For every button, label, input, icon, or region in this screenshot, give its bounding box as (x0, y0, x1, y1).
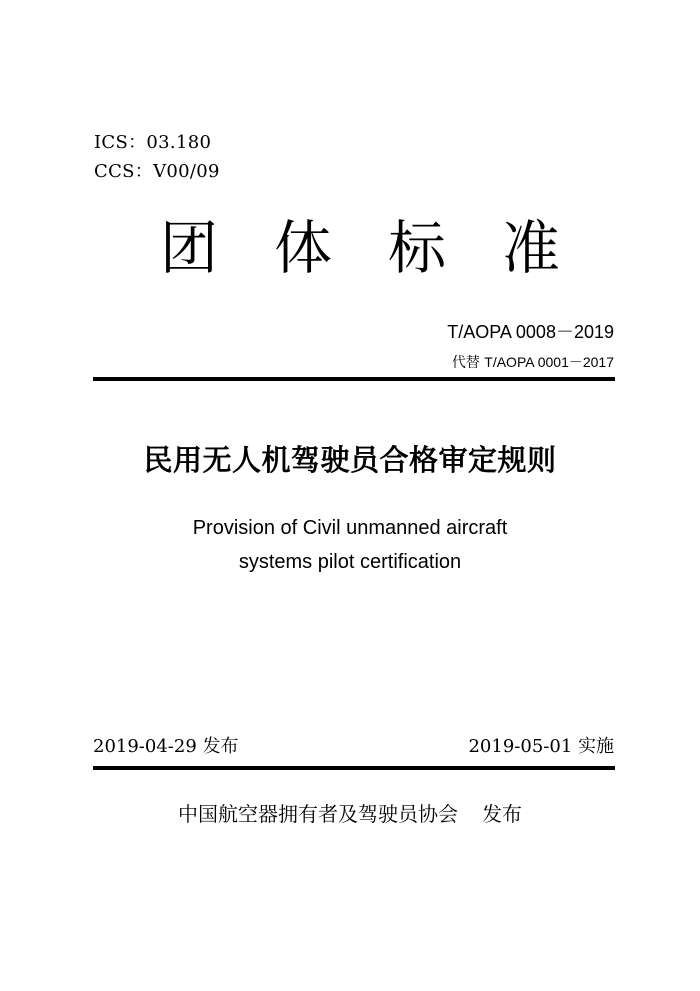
replaces-prefix: 代替 (451, 355, 485, 371)
heading-char-4: 准 (501, 214, 560, 282)
english-title (0, 511, 700, 579)
heading-char-3: 标 (387, 214, 446, 282)
heading-char-1: 团 (160, 214, 219, 282)
implementation-date: 2019-05-01 实施 (468, 736, 614, 757)
replaces-standard (452, 352, 614, 373)
issue-date: 2019-04-29 发布 (93, 736, 239, 757)
publisher-action: 发布 (482, 802, 522, 826)
standard-number: T/AOPA 0008－2019 (447, 322, 614, 342)
document-type-heading (160, 208, 560, 288)
ccs-code: CCS：V00/09 (94, 161, 220, 182)
chinese-title: 民用无人机驾驶员合格审定规则 (143, 443, 557, 477)
english-title-line-2: systems pilot certification (238, 551, 462, 573)
heading-char-2: 体 (273, 214, 332, 282)
publisher-name: 中国航空器拥有者及驾驶员协会 (178, 802, 458, 826)
publisher-line (0, 800, 700, 828)
bottom-divider (93, 766, 615, 770)
replaces-number: T/AOPA 0001－2017 (484, 354, 614, 370)
top-divider (93, 377, 615, 381)
classification-codes (94, 128, 220, 186)
english-title-line-1: Provision of Civil unmanned aircraft (192, 517, 508, 539)
ics-code: ICS：03.180 (94, 132, 212, 153)
